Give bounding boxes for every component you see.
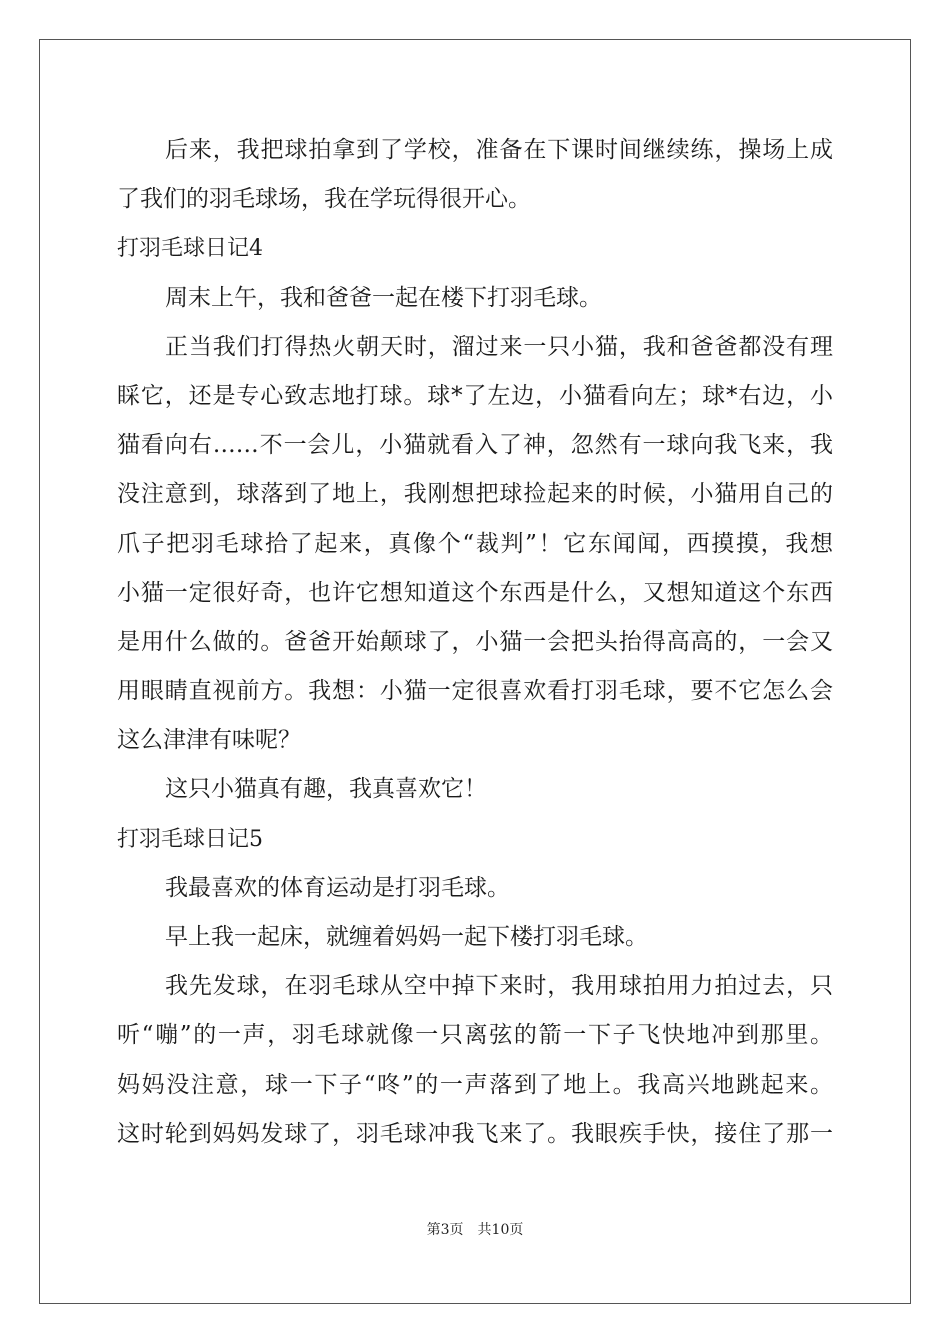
section-heading: 打羽毛球日记5 <box>117 826 263 852</box>
document-body <box>117 126 833 1159</box>
section-heading: 打羽毛球日记4 <box>117 236 263 262</box>
text-line: 我先发球，在羽毛球从空中掉下来时，我用球拍用力拍过去，只 <box>165 973 833 1000</box>
text-line: 猫看向右……不一会儿，小猫就看入了神，忽然有一球向我飞来，我 <box>117 432 833 459</box>
text-line: 正当我们打得热火朝天时，溜过来一只小猫，我和爸爸都没有理 <box>165 333 833 360</box>
text-line: 睬它，还是专心致志地打球。球*了左边，小猫看向左；球*右边，小 <box>117 382 833 409</box>
text-line: 这么津津有味呢？ <box>117 727 301 754</box>
text-line: 周末上午，我和爸爸一起在楼下打羽毛球。 <box>165 284 602 311</box>
text-line: 是用什么做的。爸爸开始颠球了，小猫一会把头抬得高高的，一会又 <box>117 628 833 655</box>
text-line: 用眼睛直视前方。我想：小猫一定很喜欢看打羽毛球，要不它怎么会 <box>117 678 833 705</box>
text-line: 妈妈没注意，球一下子“咚”的一声落到了地上。我高兴地跳起来。 <box>117 1071 833 1098</box>
text-line: 早上我一起床，就缠着妈妈一起下楼打羽毛球。 <box>165 924 648 950</box>
page-footer <box>0 1219 950 1239</box>
text-line: 我最喜欢的体育运动是打羽毛球。 <box>165 874 510 901</box>
text-line: 这只小猫真有趣，我真喜欢它！ <box>165 776 487 803</box>
text-line: 后来，我把球拍拿到了学校，准备在下课时间继续练，操场上成 <box>165 137 833 163</box>
text-line: 了我们的羽毛球场，我在学玩得很开心。 <box>117 186 531 213</box>
text-line: 小猫一定很好奇，也许它想知道这个东西是什么，又想知道这个东西 <box>117 579 833 606</box>
page-number: 第3页 <box>426 1222 464 1238</box>
text-line: 这时轮到妈妈发球了，羽毛球冲我飞来了。我眼疾手快，接住了那一 <box>117 1120 833 1147</box>
page-total: 共10页 <box>477 1222 524 1238</box>
text-line: 爪子把羽毛球拾了起来，真像个“裁判”！它东闻闻，西摸摸，我想 <box>117 530 833 557</box>
text-line: 听“嘣”的一声，羽毛球就像一只离弦的箭一下子飞快地冲到那里。 <box>117 1022 833 1049</box>
text-line: 没注意到，球落到了地上，我刚想把球捡起来的时候，小猫用自己的 <box>117 481 833 508</box>
